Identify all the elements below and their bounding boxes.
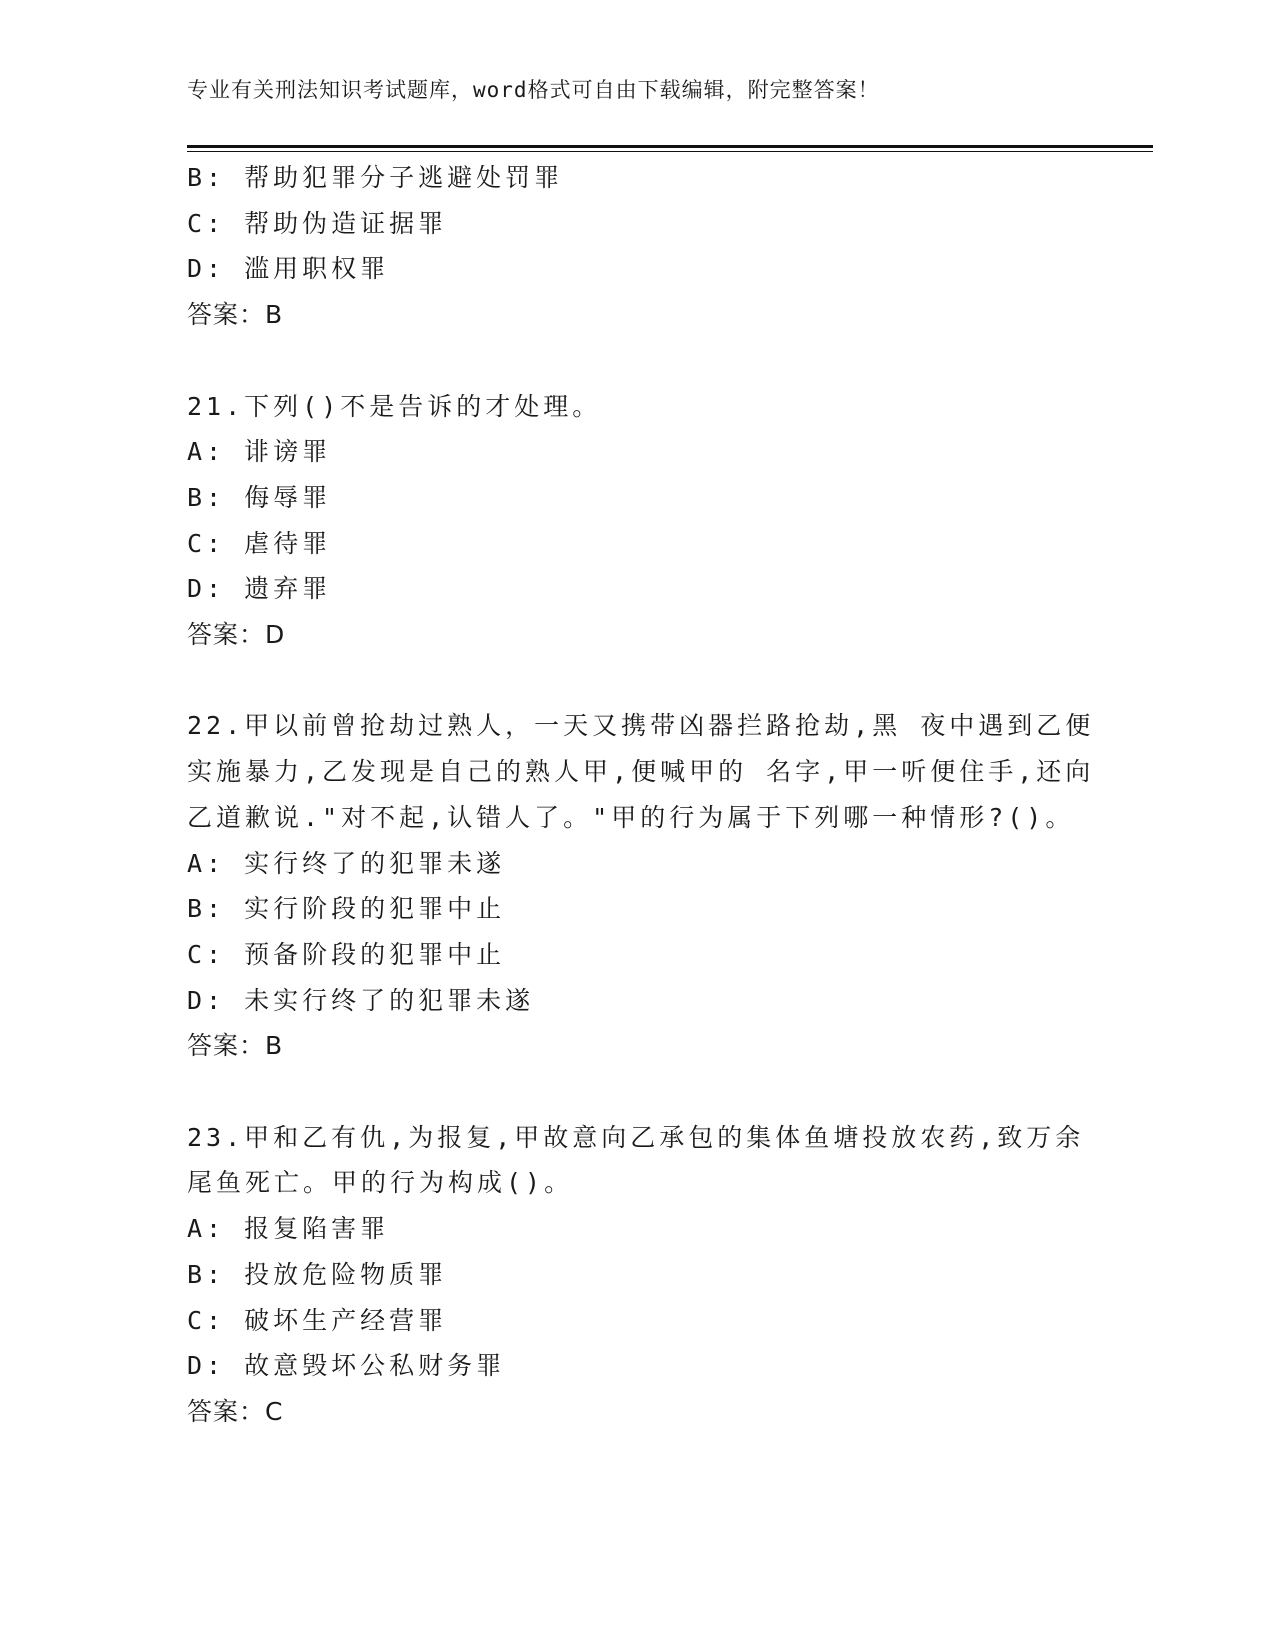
option: C: 虐待罪: [187, 528, 332, 558]
question-text: 21.下列()不是告诉的才处理。: [187, 391, 602, 421]
answer: 答案：D: [187, 620, 286, 650]
question-text: 22.甲以前曾抢劫过熟人，一天又携带凶器拦路抢劫,黑 夜中遇到乙便: [187, 711, 1095, 741]
question-23: [187, 1115, 1107, 1435]
question-text: 尾鱼死亡。甲的行为构成()。: [187, 1168, 574, 1198]
header-rule-thin: [187, 151, 1153, 152]
question-21: [187, 384, 1107, 658]
option: A: 报复陷害罪: [187, 1214, 390, 1244]
option: D: 故意毁坏公私财务罪: [187, 1351, 506, 1381]
page-header: 专业有关刑法知识考试题库，word格式可自由下载编辑，附完整答案！: [187, 78, 880, 102]
option: A: 诽谤罪: [187, 437, 332, 467]
question-content: [187, 155, 1107, 1435]
partial-question: [187, 155, 1107, 338]
question-22: [187, 703, 1107, 1069]
option: D: 遗弃罪: [187, 574, 332, 604]
option: B: 实行阶段的犯罪中止: [187, 894, 506, 924]
answer: 答案：B: [187, 1031, 284, 1061]
option: B: 帮助犯罪分子逃避处罚罪: [187, 163, 564, 192]
option: C: 预备阶段的犯罪中止: [187, 939, 506, 969]
option: C: 破坏生产经营罪: [187, 1305, 448, 1335]
header-rule-thick: [187, 145, 1153, 148]
question-text: 实施暴力,乙发现是自己的熟人甲,便喊甲的 名字,甲一听便住手,还向: [187, 757, 1095, 787]
answer: 答案：C: [187, 1396, 284, 1426]
option: A: 实行终了的犯罪未遂: [187, 848, 506, 878]
answer: 答案：B: [187, 300, 284, 330]
option: D: 未实行终了的犯罪未遂: [187, 985, 535, 1015]
option: B: 投放危险物质罪: [187, 1259, 448, 1289]
question-text: 乙道歉说."对不起,认错人了。"甲的行为属于下列哪一种情形?()。: [187, 802, 1075, 832]
option: D: 滥用职权罪: [187, 254, 390, 284]
option: C: 帮助伪造证据罪: [187, 208, 448, 238]
option: B: 侮辱罪: [187, 482, 332, 512]
question-text: 23.甲和乙有仇,为报复,甲故意向乙承包的集体鱼塘投放农药,致万余: [187, 1122, 1085, 1152]
